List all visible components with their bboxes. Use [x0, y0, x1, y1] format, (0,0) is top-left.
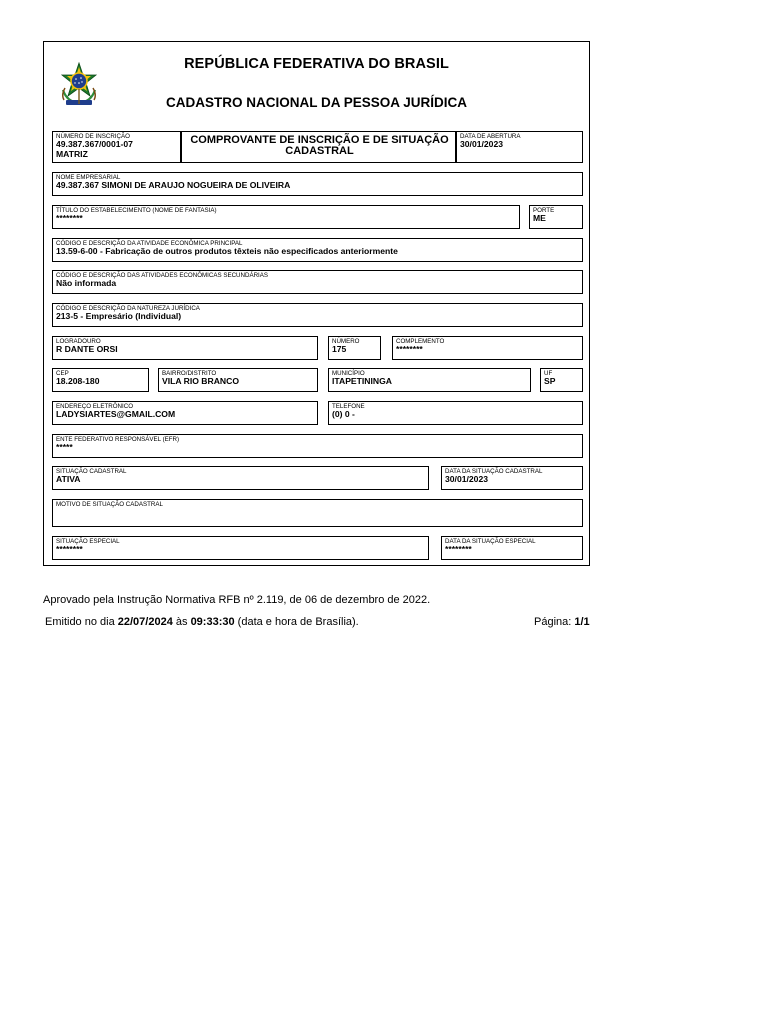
- emitido-time: 09:33:30: [190, 616, 235, 628]
- page-title: REPÚBLICA FEDERATIVA DO BRASIL: [184, 56, 449, 72]
- nome-empresarial-value: 49.387.367 SIMONI DE ARAUJO NOGUEIRA DE OLIVEIRA: [56, 180, 291, 190]
- data-situacao-especial-value: ********: [445, 544, 472, 554]
- logradouro-label: LOGRADOURO: [56, 338, 101, 345]
- inscricao-number: 49.387.367/0001-07: [56, 139, 133, 149]
- logradouro-box: [52, 336, 318, 360]
- natureza-juridica-label: CÓDIGO E DESCRIÇÃO DA NATUREZA JURÍDICA: [56, 305, 200, 312]
- pagina-value: 1/1: [574, 616, 590, 628]
- inscricao-label: NÚMERO DE INSCRIÇÃO: [56, 133, 130, 140]
- data-situacao-especial-label: DATA DA SITUAÇÃO ESPECIAL: [445, 538, 536, 545]
- efr-label: ENTE FEDERATIVO RESPONSÁVEL (EFR): [56, 436, 180, 443]
- pagina-text: [534, 616, 590, 628]
- atividade-principal-box: [52, 238, 583, 262]
- comprovante-line1: COMPROVANTE DE INSCRIÇÃO E DE SITUAÇÃO: [190, 134, 449, 146]
- situacao-cadastral-box: [52, 466, 429, 490]
- emitido-prefix: Emitido no dia: [45, 616, 118, 628]
- email-value: LADYSIARTES@GMAIL.COM: [56, 409, 176, 419]
- abertura-box: [456, 131, 583, 163]
- bairro-value: VILA RIO BRANCO: [162, 376, 240, 386]
- cep-label: CEP: [56, 370, 69, 377]
- natureza-juridica-box: [52, 303, 583, 327]
- situacao-especial-box: [52, 536, 429, 560]
- atividades-secundarias-box: [52, 270, 583, 294]
- data-situacao-cadastral-label: DATA DA SITUAÇÃO CADASTRAL: [445, 468, 543, 475]
- data-situacao-cadastral-box: [441, 466, 583, 490]
- uf-label: UF: [544, 370, 553, 377]
- telefone-label: TELEFONE: [332, 403, 365, 410]
- complemento-box: [392, 336, 583, 360]
- numero-value: 175: [332, 344, 347, 354]
- emitido-text: [45, 616, 359, 628]
- emitido-mid: às: [172, 616, 191, 628]
- motivo-label: MOTIVO DE SITUAÇÃO CADASTRAL: [56, 501, 163, 508]
- uf-value: SP: [544, 376, 556, 386]
- situacao-cadastral-value: ATIVA: [56, 474, 81, 484]
- efr-value: *****: [56, 442, 73, 452]
- data-situacao-especial-box: [441, 536, 583, 560]
- telefone-box: [328, 401, 583, 425]
- complemento-value: ********: [396, 344, 423, 354]
- numero-label: NÚMERO: [332, 338, 360, 345]
- bairro-label: BAIRRO/DISTRITO: [162, 370, 217, 377]
- fantasia-box: [52, 205, 520, 229]
- situacao-especial-label: SITUAÇÃO ESPECIAL: [56, 538, 120, 545]
- comprovante-box: [181, 131, 456, 163]
- atividade-principal-value: 13.59-6-00 - Fabricação de outros produtos têxteis não especificados anteriormente: [56, 246, 398, 256]
- email-box: [52, 401, 318, 425]
- efr-box: [52, 434, 583, 458]
- telefone-value: (0) 0 -: [332, 409, 355, 419]
- email-label: ENDEREÇO ELETRÔNICO: [56, 403, 134, 410]
- bairro-box: [158, 368, 318, 392]
- inscricao-type: MATRIZ: [56, 149, 88, 159]
- porte-value: ME: [533, 213, 546, 223]
- page-subtitle: CADASTRO NACIONAL DA PESSOA JURÍDICA: [165, 95, 468, 110]
- situacao-especial-value: ********: [56, 544, 83, 554]
- natureza-juridica-value: 213-5 - Empresário (Individual): [56, 311, 182, 321]
- nome-empresarial-box: [52, 172, 583, 196]
- municipio-box: [328, 368, 531, 392]
- data-situacao-cadastral-value: 30/01/2023: [445, 474, 489, 484]
- atividades-secundarias-value: Não informada: [56, 278, 117, 288]
- abertura-value: 30/01/2023: [460, 139, 504, 149]
- cep-box: [52, 368, 149, 392]
- fantasia-label: TÍTULO DO ESTABELECIMENTO (NOME DE FANTASIA): [56, 207, 217, 214]
- emitido-date: 22/07/2024: [117, 616, 173, 628]
- emitido-suffix: (data e hora de Brasília).: [234, 616, 359, 628]
- numero-box: [328, 336, 381, 360]
- pagina-label: Página:: [534, 616, 575, 628]
- aprovado-text: Aprovado pela Instrução Normativa RFB nº 2.119, de 06 de dezembro de 2022.: [43, 594, 431, 606]
- uf-box: [540, 368, 583, 392]
- porte-label: PORTE: [533, 207, 555, 214]
- complemento-label: COMPLEMENTO: [396, 338, 445, 345]
- motivo-box: [52, 499, 583, 527]
- cep-value: 18.208-180: [56, 376, 100, 386]
- logradouro-value: R DANTE ORSI: [56, 344, 118, 354]
- inscricao-box: [52, 131, 181, 163]
- porte-box: [529, 205, 583, 229]
- nome-empresarial-label: NOME EMPRESARIAL: [56, 174, 121, 181]
- municipio-label: MUNICÍPIO: [332, 370, 365, 377]
- abertura-label: DATA DE ABERTURA: [460, 133, 521, 140]
- atividades-secundarias-label: CÓDIGO E DESCRIÇÃO DAS ATIVIDADES ECONÔMICAS SECUNDÁRIAS: [56, 272, 269, 279]
- situacao-cadastral-label: SITUAÇÃO CADASTRAL: [56, 468, 127, 475]
- atividade-principal-label: CÓDIGO E DESCRIÇÃO DA ATIVIDADE ECONÔMICA PRINCIPAL: [56, 240, 243, 247]
- municipio-value: ITAPETININGA: [332, 376, 392, 386]
- comprovante-line2: CADASTRAL: [285, 145, 354, 157]
- fantasia-value: ********: [56, 213, 83, 223]
